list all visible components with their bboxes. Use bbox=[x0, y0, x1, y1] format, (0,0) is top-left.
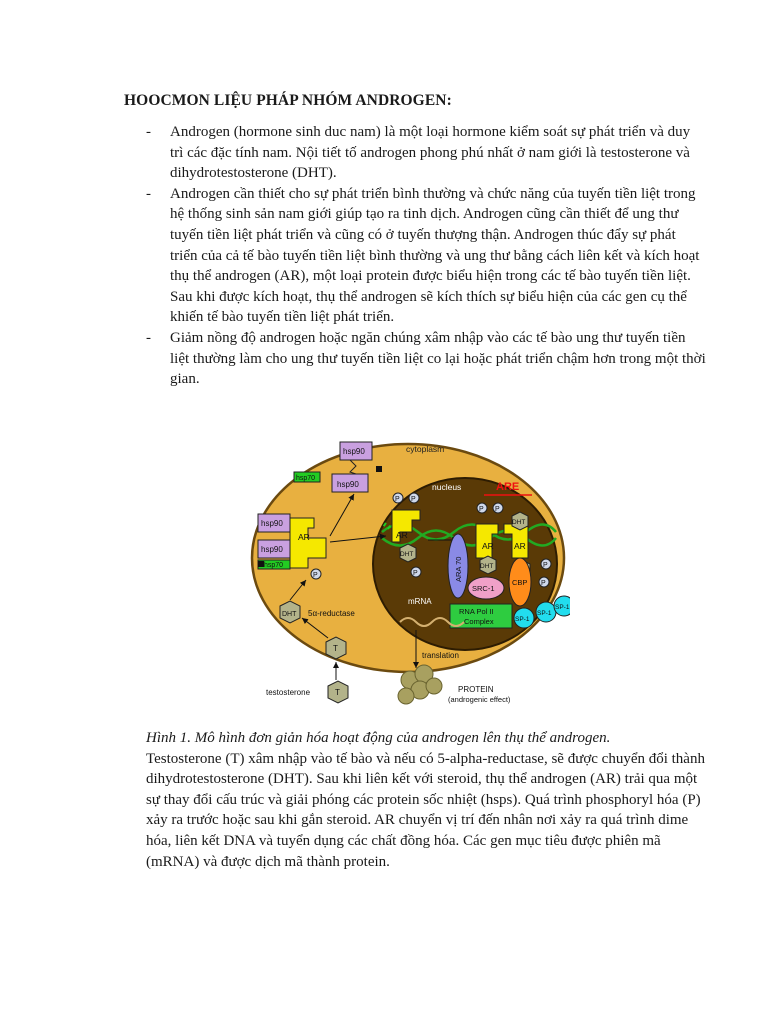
phosphate-label: P bbox=[395, 496, 400, 503]
phosphate-label: P bbox=[543, 562, 548, 569]
cbp-label: CBP bbox=[512, 578, 528, 587]
protein-label: PROTEIN bbox=[458, 685, 494, 694]
phosphate-label: P bbox=[541, 580, 546, 587]
dht-label: DHT bbox=[400, 551, 414, 558]
t-label: T bbox=[335, 688, 340, 697]
phosphate-label: P bbox=[495, 506, 500, 513]
phosphate-label: P bbox=[313, 572, 318, 579]
black-square bbox=[258, 561, 264, 567]
ara70-label: ARA 70 bbox=[454, 556, 463, 582]
caption-body: Testosterone (T) xâm nhập vào tế bào và nếu có 5-alpha-reductase, sẽ được chuyển đổi thành dihydrotestosterone (DHT). Sau khi liên kết với steroid, thụ thể androgen (AR) trải qua một sự thay đổi cấu trúc và giải phóng các protein sốc nhiệt (hsps). Quá trình phosphoryl hóa (P) xảy ra trước hoặc sau khi gắn steroid. AR chuyển vị trí đến nhân nơi xảy ra quá trình dime hóa, liên kết DNA và tuyển dụng các chất đồng hóa. Các gen mục tiêu được phiên mã (mRNA) và được dịch mã thành protein. bbox=[146, 750, 705, 870]
hsp70-label: hsp70 bbox=[264, 562, 284, 569]
bullet-dash: - bbox=[146, 329, 151, 346]
rna-pol-label: RNA Pol II bbox=[459, 607, 494, 616]
bullet-dash: - bbox=[146, 185, 151, 202]
hsp90-label: hsp90 bbox=[261, 545, 283, 554]
dht-label: DHT bbox=[282, 611, 297, 618]
sp1-label: SP-1 bbox=[515, 616, 530, 623]
bullet-item bbox=[146, 328, 706, 390]
bullet-text: Androgen cần thiết cho sự phát triển bình thường và chức năng của tuyến tiền liệt trong hệ thống sinh sản nam giới giúp tạo ra tinh dịch. Androgen cũng cần thiết để ung thư tuyến tiền liệt phát triển và cũng có ở tuyến thượng thận. Androgen thúc đẩy sự phát triển của cả tế bào tuyến tiền liệt bình thường và ung thư bằng cách liên kết và kích hoạt thụ thể androgen (AR), một loại protein được biểu hiện trong các tế bào tuyến tiền liệt. Sau khi được kích hoạt, thụ thể androgen sẽ kích thích sự biểu hiện của các gen cụ thể khiến tế bào tuyến tiền liệt phát triển. bbox=[170, 185, 700, 326]
phosphate-label: P bbox=[479, 506, 484, 513]
bullet-dash: - bbox=[146, 124, 151, 140]
figure-caption bbox=[146, 728, 706, 872]
rna-pol-label: Complex bbox=[464, 617, 494, 626]
bullet-text: Androgen (hormone sinh duc nam) là một loại hormone kiểm soát sự phát triển và duy trì các đặc tính nam. Nội tiết tố androgen phong phú nhất ở nam giới là testosterone và dihydrotestosterone (DHT). bbox=[170, 124, 691, 182]
document-title: HOOCMON LIỆU PHÁP NHÓM ANDROGEN: bbox=[124, 92, 452, 109]
dht-label: DHT bbox=[512, 519, 526, 526]
sp1-label: SP-1 bbox=[555, 604, 570, 611]
bullet-item bbox=[146, 122, 706, 184]
bullet-item bbox=[146, 184, 706, 328]
t-label: T bbox=[333, 644, 338, 653]
ar-label: AR bbox=[514, 541, 526, 551]
testosterone-label: testosterone bbox=[266, 688, 311, 697]
ar-label: AR bbox=[396, 530, 408, 540]
bullet-text: Giảm nồng độ androgen hoặc ngăn chúng xâm nhập vào các tế bào ung thư tuyến tiền liệt thường làm cho ung thư tuyến tiền liệt co lại hoặc phát triển chậm hơn trong một thời gian. bbox=[170, 329, 706, 388]
ar-label: AR bbox=[482, 541, 494, 551]
nucleus-label: nucleus bbox=[432, 482, 462, 492]
ar-label: AR bbox=[298, 532, 310, 542]
cytoplasm-label: cytoplasm bbox=[406, 444, 445, 454]
hsp90-label: hsp90 bbox=[261, 519, 283, 528]
bullet-list bbox=[146, 122, 706, 390]
src1-label: SRC-1 bbox=[472, 584, 495, 593]
mrna-label: mRNA bbox=[408, 597, 432, 606]
hsp70-label: hsp70 bbox=[296, 475, 316, 482]
hsp90-label: hsp90 bbox=[343, 447, 365, 456]
black-square bbox=[376, 466, 382, 472]
caption-title: Hình 1. Mô hình đơn giản hóa hoạt động của androgen lên thụ thể androgen. bbox=[146, 730, 611, 746]
are-label: ARE bbox=[496, 481, 520, 493]
androgen-receptor-diagram bbox=[250, 432, 570, 712]
reductase-label: 5α-reductase bbox=[308, 609, 355, 618]
androgenic-effect-label: (androgenic effect) bbox=[448, 695, 511, 704]
phosphate-label: P bbox=[411, 496, 416, 503]
hsp90-label: hsp90 bbox=[337, 480, 359, 489]
translation-label: translation bbox=[422, 651, 459, 660]
phosphate-label: P bbox=[413, 570, 418, 577]
sp1-label: SP-1 bbox=[537, 610, 552, 617]
dht-label: DHT bbox=[480, 563, 494, 570]
